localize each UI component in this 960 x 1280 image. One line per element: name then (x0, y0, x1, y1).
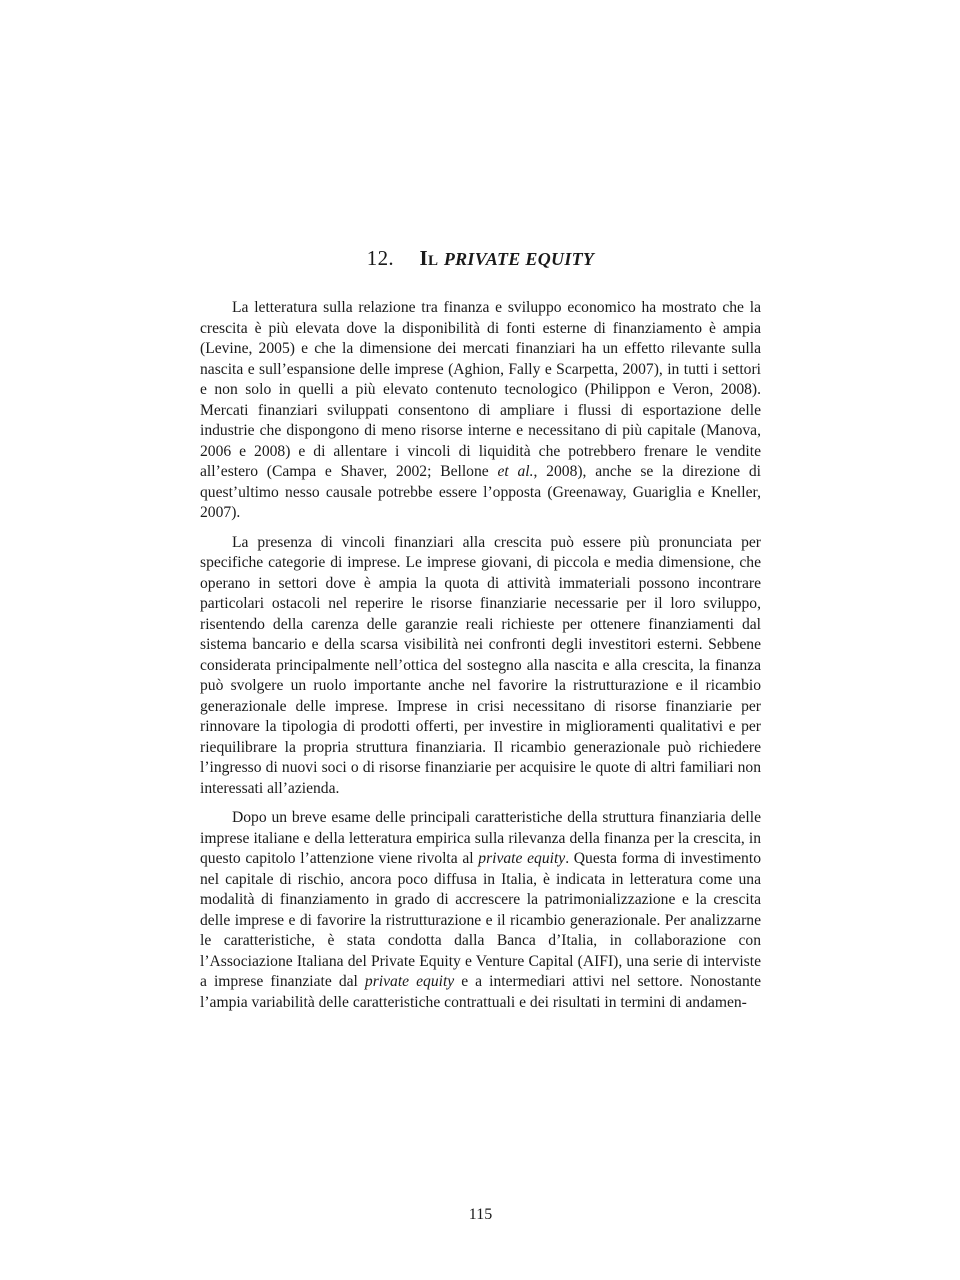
chapter-name (419, 246, 594, 270)
chapter-title-emphasis: PRIVATE EQUITY (443, 249, 595, 270)
paragraph: La presenza di vincoli finanziari alla crescita può essere più pronunciata per specifiche categorie di imprese. Le imprese giovani, di piccola e media dimensione, che operano in settori dove è ampia la quota di attività immateriali possono incontrare particolari ostacoli nel reperire le risorse finanziarie necessarie per il loro sviluppo, risentendo della carenza delle garanzie reali richieste per ottenere finanziamenti dal sistema bancario e della scarsa visibilità nei confronti degli investitori esterni. Sebbene considerata principalmente nell’ottica del sostegno alla nascita e alla crescita, la finanza può svolgere un ruolo importante anche nel favorire la ristrutturazione e il ricambio generazionale delle imprese. Imprese in crisi necessitano di risorse finanziarie per rinnovare la tipologia di prodotti offerti, per investire in miglioramenti qualitativi e per riequilibrare la propria struttura finanziaria. Il ricambio generazionale può richiedere l’ingresso di nuovi soci o di risorse finanziarie per acquisire le quote di altri familiari non interessati all’azienda. (200, 533, 761, 797)
italic-term: private equity (478, 850, 566, 867)
chapter-title (200, 246, 761, 271)
chapter-body (200, 298, 761, 1022)
chapter-title-prefix: Il (419, 246, 439, 271)
page-number: 115 (468, 1206, 493, 1223)
italic-term: private equity (364, 973, 455, 990)
book-page (200, 0, 761, 1280)
italic-term: et al. (497, 463, 534, 480)
paragraph: Dopo un breve esame delle principali caratteristiche della struttura finanziaria delle imprese italiane e della letteratura empirica sulla rilevanza della finanza per la crescita, in questo capitolo l’attenzione viene rivolta al private equity. Questa forma di investimento nel capitale di rischio, ancora poco diffusa in Italia, è indicata in letteratura come una modalità di finanziamento in grado di accrescere la patrimonializzazione e la crescita delle imprese e di favorire la ristrutturazione e il ricambio generazionale. Per analizzarne le caratteristiche, è stata condotta dalla Banca d’Italia, in collaborazione con l’Associazione Italiana del Private Equity e Venture Capital (AIFI), una serie di interviste a imprese finanziate dal private equity e a intermediari attivi nel settore. Nonostante l’ampia variabilità delle caratteristiche contrattuali e dei risultati in termini di andamen- (200, 809, 761, 1011)
chapter-number: 12. (366, 246, 394, 271)
paragraph: La letteratura sulla relazione tra finanza e sviluppo economico ha mostrato che la crescita è più elevata dove la disponibilità di fonti esterne di finanziamento è ampia (Levine, 2005) e che la dimensione dei mercati finanziari ha un effetto rilevante sulla nascita e sull’espansione delle imprese (Aghion, Fally e Scarpetta, 2007), in tutti i settori e non solo in quelli a più elevato contenuto tecnologico (Philippon e Veron, 2008). Mercati finanziari sviluppati consentono di ampliare i flussi di esportazione delle industrie che dispongono di meno risorse interne e necessitano di più capitale (Manova, 2006 e 2008) e di allentare i vincoli di liquidità che potrebbero frenare le vendite all’estero (Campa e Shaver, 2002; Bellone et al., 2008), anche se la direzione di quest’ultimo nesso causale potrebbe essere l’opposta (Greenaway, Guariglia e Kneller, 2007). (200, 299, 761, 521)
